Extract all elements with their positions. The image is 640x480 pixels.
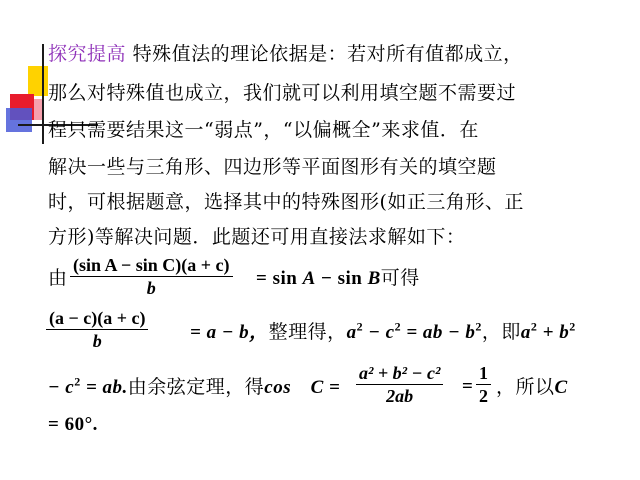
fraction-3-denominator: 2ab [386,386,414,406]
eq2-minus-c: − c [363,322,395,343]
result-line: = 60°. [48,414,98,435]
eq2-sup-3: 2 [475,319,482,334]
header-label: 探究提高 [48,43,127,65]
eq1-minus-sin: − sin [315,268,368,289]
eq3-ab: = ab. [80,377,128,398]
eq1-A: A [302,268,316,289]
eq1-kede: 可得 [380,267,420,289]
eq1-rhs [256,266,420,291]
fraction-1-denominator: b [146,278,156,298]
you-label: 由 [48,267,68,289]
fraction-2 [46,307,148,352]
eq2-sup-5: 2 [569,319,576,334]
fraction-4 [476,362,491,407]
eq3-suoyi: ，所以 [496,376,555,398]
eq2-sup-4: 2 [530,319,538,334]
decor-blue-square [6,108,32,132]
eq2-rhs [190,320,576,345]
text-line-3: 程只需要结果这一“弱点”，“以偏概全”来求值．在 [48,119,479,141]
eq3-sup: 2 [74,374,81,389]
eq3-cosine-law: 由余弦定理，得 [127,376,265,398]
decor-yellow-square [28,66,48,96]
text-line-5: 时，可根据题意，选择其中的特殊图形(如正三角形、正 [48,191,524,213]
eq2-zhengli: 整理得， [268,321,347,343]
eq3-right [496,375,568,400]
eq2-ji: ，即 [481,321,521,343]
fraction-3-numerator: a² + b² − c² [356,362,443,385]
eq2-a-minus-b: = a − b， [190,322,269,343]
eq3-minus-c: − c [48,377,75,398]
text-l1: 特殊值法的理论依据是：若对所有值都成立， [132,43,523,65]
fraction-3 [356,362,443,407]
eq2-sup-2: 2 [394,319,402,334]
fraction-2-numerator: (a − c)(a + c) [46,307,148,330]
eq1-B: B [367,268,381,289]
text-line-2: 那么对特殊值也成立，我们就可以利用填空题不需要过 [48,82,517,104]
text-line-4: 解决一些与三角形、四边形等平面图形有关的填空题 [48,156,497,178]
fraction-2-denominator: b [92,331,102,351]
text-line-1 [48,42,523,66]
eq3-equal: = [462,376,474,397]
fraction-4-denominator: 2 [479,386,488,406]
eq1-sin: = sin [256,268,303,289]
eq3-C: C [554,377,568,398]
eq2-a: a [346,322,357,343]
eq2-plus-b: + b [537,322,570,343]
eq2-sup-1: 2 [356,319,364,334]
eq2-ab-minus-b: = ab − b [401,322,476,343]
fraction-1-numerator: (sin A − sin C)(a + c) [70,254,233,277]
eq3-left [48,375,340,400]
text-line-6: 方形)等解决问题．此题还可用直接法求解如下： [48,226,466,248]
fraction-4-numerator: 1 [476,362,491,385]
decor-vertical-line [42,44,44,144]
eq2-a2: a [520,322,531,343]
eq3-cos-c: cos C = [264,377,341,398]
fraction-1 [70,254,233,299]
